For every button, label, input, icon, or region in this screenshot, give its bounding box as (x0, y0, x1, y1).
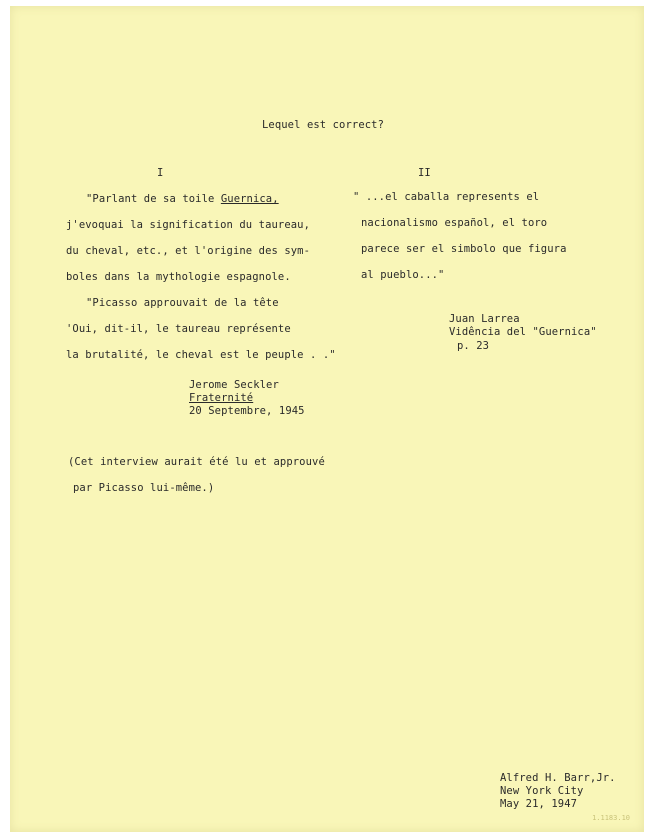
attribution-left-publication: Fraternité (189, 392, 254, 404)
numeral-right: II (418, 167, 431, 179)
quote-left-line-1-text: "Parlant de sa toile (86, 193, 221, 205)
quote-left-line-4: boles dans la mythologie espagnole. (66, 271, 291, 283)
page-title: Lequel est correct? (262, 119, 385, 131)
document-page (10, 6, 644, 832)
quote-left-line-7: la brutalité, le cheval est le peuple . ." (66, 349, 336, 361)
quote-right-line-4: al pueblo..." (361, 269, 445, 281)
note-line-2: par Picasso lui-même.) (73, 482, 215, 494)
attribution-left-author: Jerome Seckler (189, 379, 279, 391)
quote-left-line-2: j'evoquai la signification du taureau, (66, 219, 311, 231)
signature-name: Alfred H. Barr,Jr. (500, 772, 616, 784)
quote-left-line-5: "Picasso approuvait de la tête (86, 297, 279, 309)
note-line-1: (Cet interview aurait été lu et approuvé (68, 456, 325, 468)
quote-right-line-3: parece ser el simbolo que figura (361, 243, 567, 255)
quote-left-line-1 (86, 193, 279, 206)
quote-left-line-3: du cheval, etc., et l'origine des sym- (66, 245, 311, 257)
numeral-left: I (157, 167, 164, 179)
quote-left-line-6: 'Oui, dit-il, le taureau représente (66, 323, 291, 335)
attribution-right-page: p. 23 (457, 340, 490, 352)
attribution-right-author: Juan Larrea (449, 313, 520, 325)
attribution-left-date: 20 Septembre, 1945 (189, 405, 305, 417)
guernica-underlined-title: Guernica, (220, 193, 279, 205)
signature-date: May 21, 1947 (500, 798, 578, 810)
quote-right-line-2: nacionalismo español, el toro (361, 217, 548, 229)
attribution-right-publication: Vidência del "Guernica" (449, 326, 597, 338)
signature-city: New York City (500, 785, 584, 797)
archive-stamp: 1.1183.10 (592, 814, 630, 822)
quote-right-line-1: " ...el caballa represents el (353, 191, 540, 203)
